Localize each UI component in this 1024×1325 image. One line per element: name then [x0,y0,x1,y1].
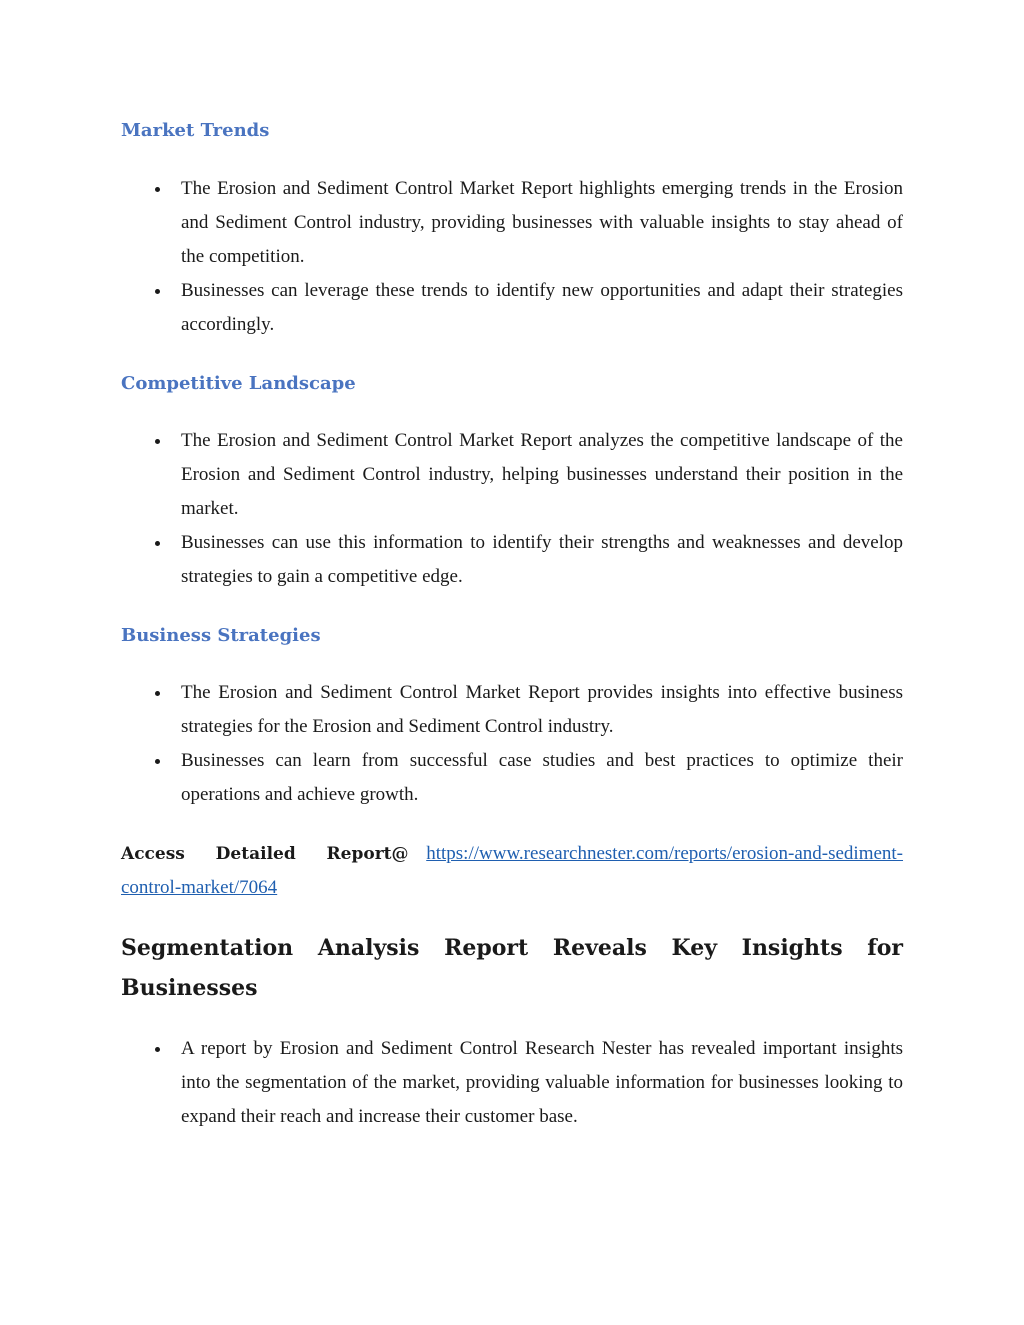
market-trends-list [121,172,903,342]
list-item: The Erosion and Sediment Control Market Report analyzes the competitive landscape of the Erosion and Sediment Control industry, helping businesses understand their position in the market. [121,424,903,526]
business-strategies-list [121,676,903,812]
list-item: A report by Erosion and Sediment Control Research Nester has revealed important insights into the segmentation of the market, providing valuable information for businesses looking to expand their reach and increase their customer base. [121,1032,903,1134]
list-item: Businesses can leverage these trends to identify new opportunities and adapt their strategies accordingly. [121,274,903,342]
heading-market-trends: Market Trends [121,120,270,141]
list-item: Businesses can learn from successful case studies and best practices to optimize their operations and achieve growth. [121,744,903,812]
segmentation-heading: Segmentation Analysis Report Reveals Key Insights for Businesses [121,935,903,1001]
list-item: The Erosion and Sediment Control Market Report highlights emerging trends in the Erosion and Sediment Control industry, providing businesses with valuable insights to stay ahead of the competition. [121,172,903,274]
list-item: Businesses can use this information to identify their strengths and weaknesses and develop strategies to gain a competitive edge. [121,526,903,594]
segmentation-list [121,1032,903,1134]
heading-business-strategies: Business Strategies [121,625,321,646]
list-item: The Erosion and Sediment Control Market Report provides insights into effective business strategies for the Erosion and Sediment Control industry. [121,676,903,744]
report-link[interactable]: https://www.researchnester.com/reports/erosion-and-sediment-control-market/7064 [121,843,904,898]
heading-competitive-landscape: Competitive Landscape [121,373,356,394]
competitive-landscape-list [121,424,903,594]
access-report-paragraph [121,837,903,905]
access-report-label: Access Detailed Report@ [121,844,409,864]
